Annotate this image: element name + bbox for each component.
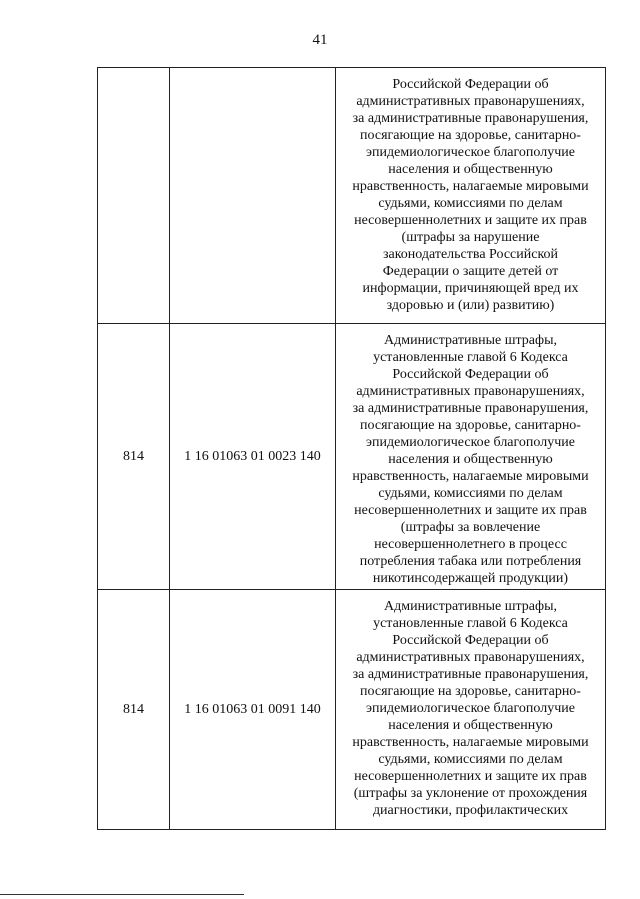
description-cell <box>336 324 606 590</box>
description-line: Административные штрафы, <box>383 599 558 614</box>
description-line: (штрафы за уклонение от прохождения <box>353 786 588 801</box>
description-line: нравственность, налагаемые мировыми <box>352 469 589 484</box>
description-line: несовершеннолетних и защите их прав <box>354 213 587 228</box>
table-row <box>98 324 606 590</box>
description-line: эпидемиологическое благополучие <box>366 435 575 450</box>
description-line: судьями, комиссиями по делам <box>378 486 563 501</box>
description-line: административных правонарушениях, <box>356 650 585 665</box>
description-line: установленные главой 6 Кодекса <box>373 350 568 365</box>
description-line: посягающие на здоровье, санитарно- <box>360 128 581 143</box>
description-line: установленные главой 6 Кодекса <box>373 616 568 631</box>
description-line: Российской Федерации об <box>392 633 549 648</box>
description-cell <box>336 68 606 324</box>
description-line: эпидемиологическое благополучие <box>366 145 575 160</box>
description-line: Российской Федерации об <box>392 77 549 92</box>
description-line: за административные правонарушения, <box>352 667 589 682</box>
description-cell <box>336 590 606 830</box>
description-line: нравственность, налагаемые мировыми <box>352 735 589 750</box>
description-line: Российской Федерации об <box>392 367 549 382</box>
description-line: населения и общественную <box>388 452 553 467</box>
description-line: здоровью и (или) развитию) <box>386 298 555 313</box>
description-line: Административные штрафы, <box>383 333 558 348</box>
kbk-code-cell <box>170 68 336 324</box>
admin-code-cell: 814 <box>98 590 170 830</box>
description-line: (штрафы за нарушение <box>401 230 540 245</box>
kbk-code-cell: 1 16 01063 01 0023 140 <box>170 324 336 590</box>
description-line: несовершеннолетнего в процесс <box>374 537 567 552</box>
table-row <box>98 68 606 324</box>
admin-code-cell: 814 <box>98 324 170 590</box>
kbk-code-cell: 1 16 01063 01 0091 140 <box>170 590 336 830</box>
budget-code-table <box>97 67 606 830</box>
description-line: несовершеннолетних и защите их прав <box>354 769 587 784</box>
description-line: Федерации о защите детей от <box>382 264 559 279</box>
description-line: никотинсодержащей продукции) <box>372 571 569 586</box>
description-line: за административные правонарушения, <box>352 111 589 126</box>
description-line: эпидемиологическое благополучие <box>366 701 575 716</box>
description-line: административных правонарушениях, <box>356 384 585 399</box>
description-line: населения и общественную <box>388 718 553 733</box>
footnote-separator-line <box>0 894 244 895</box>
description-line: административных правонарушениях, <box>356 94 585 109</box>
description-line: потребления табака или потребления <box>359 554 582 569</box>
description-line: посягающие на здоровье, санитарно- <box>360 684 581 699</box>
description-line: (штрафы за вовлечение <box>400 520 541 535</box>
admin-code-cell <box>98 68 170 324</box>
page-number: 41 <box>312 32 328 48</box>
description-line: за административные правонарушения, <box>352 401 589 416</box>
table-row <box>98 590 606 830</box>
description-line: нравственность, налагаемые мировыми <box>352 179 589 194</box>
description-line: законодательства Российской <box>382 247 559 262</box>
description-line: диагностики, профилактических <box>372 803 569 818</box>
description-line: судьями, комиссиями по делам <box>378 196 563 211</box>
description-line: населения и общественную <box>388 162 553 177</box>
description-line: посягающие на здоровье, санитарно- <box>360 418 581 433</box>
description-line: судьями, комиссиями по делам <box>378 752 563 767</box>
description-line: информации, причиняющей вред их <box>362 281 579 296</box>
description-line: несовершеннолетних и защите их прав <box>354 503 587 518</box>
